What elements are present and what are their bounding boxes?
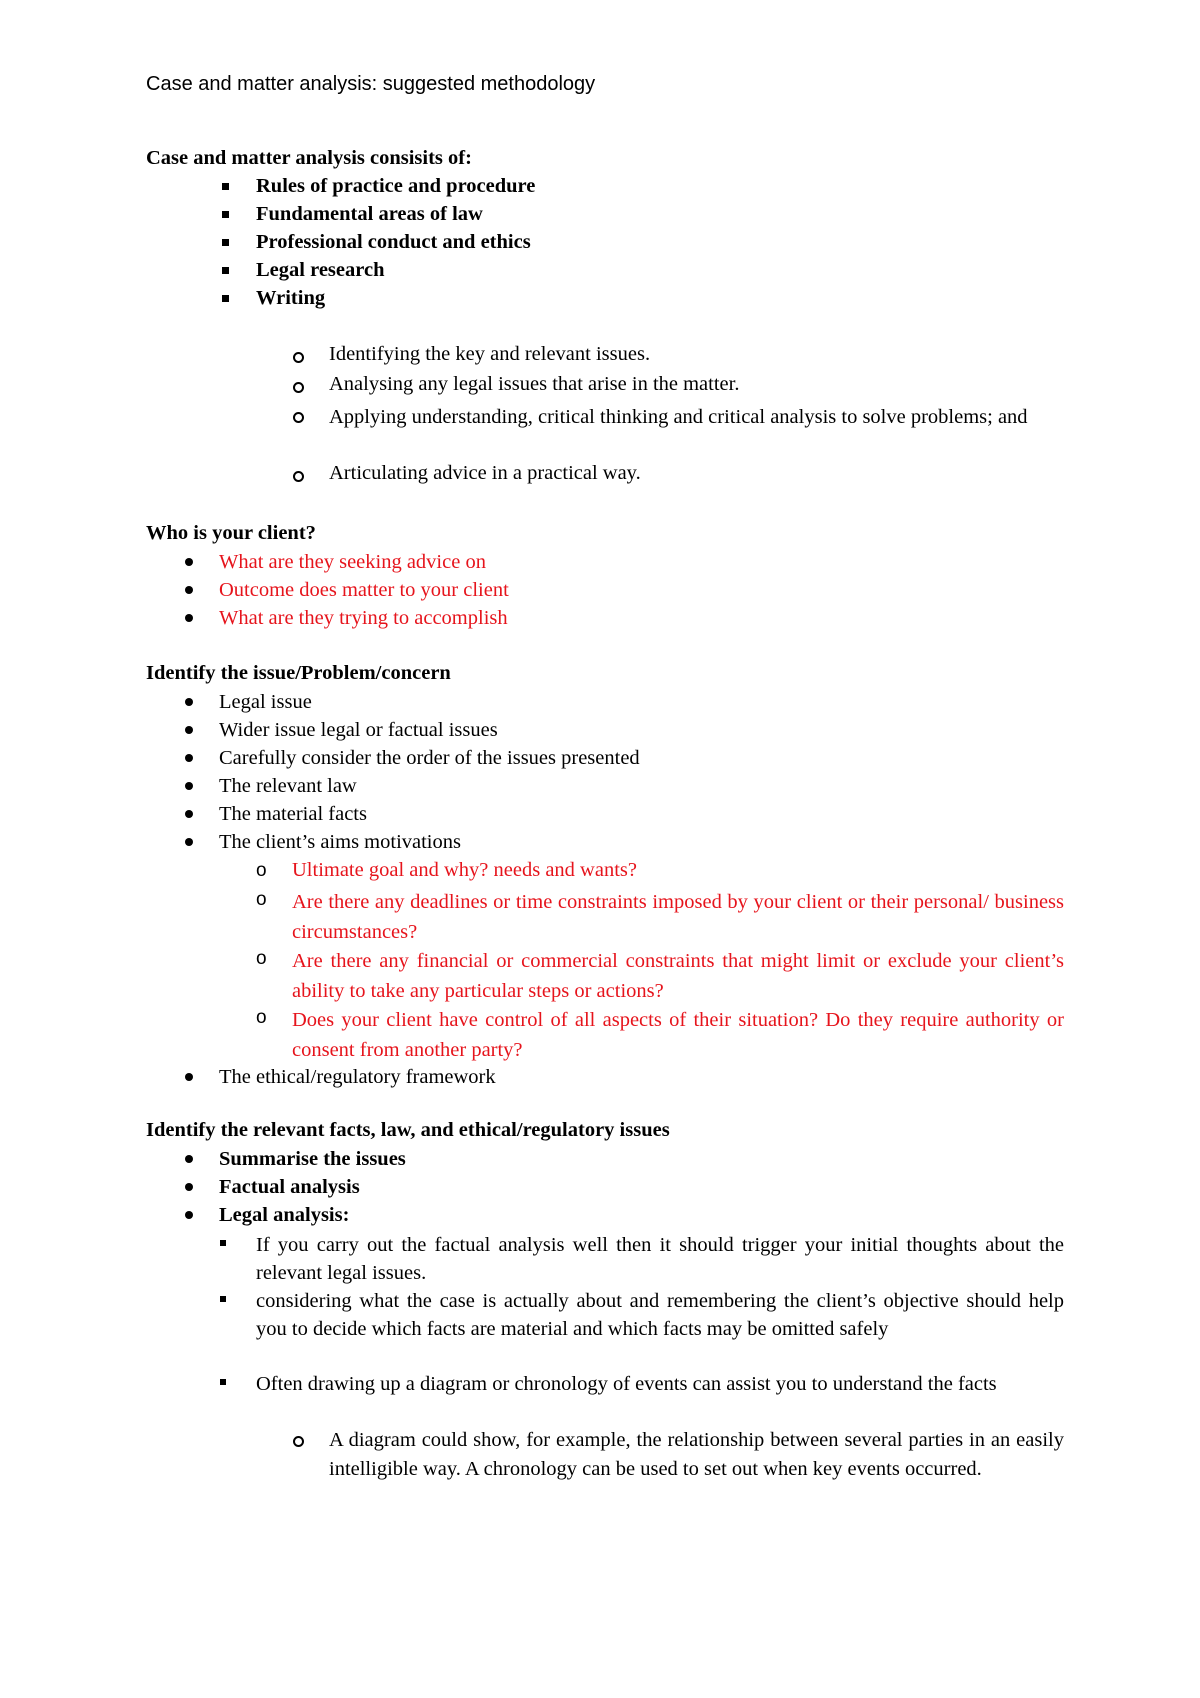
hollow-bullet-icon xyxy=(293,412,304,423)
bullet-dot-icon xyxy=(185,1073,193,1081)
issue-item: The client’s aims motivations xyxy=(219,831,461,853)
issue-heading: Identify the issue/Problem/concern xyxy=(146,662,451,684)
bullet-dot-icon xyxy=(185,614,193,622)
square-bullet-icon xyxy=(220,1240,226,1246)
bullet-dot-icon xyxy=(185,698,193,706)
aims-subitem: Are there any deadlines or time constraints imposed by your client or their personal/ business circumstances? xyxy=(292,891,1064,943)
bullet-dot-icon xyxy=(185,586,193,594)
bullet-dot-icon xyxy=(185,810,193,818)
hollow-bullet-icon xyxy=(293,382,304,393)
bullet-dot-icon xyxy=(185,558,193,566)
relevant-item: Legal analysis: xyxy=(219,1204,350,1226)
consists-item: Fundamental areas of law xyxy=(256,203,483,225)
issue-item: Wider issue legal or factual issues xyxy=(219,719,498,741)
hollow-bullet-icon xyxy=(293,352,304,363)
client-item: What are they trying to accomplish xyxy=(219,607,508,629)
issue-item: The material facts xyxy=(219,803,367,825)
square-bullet-icon xyxy=(222,183,229,190)
square-bullet-icon xyxy=(222,211,229,218)
square-bullet-icon xyxy=(220,1296,226,1302)
aims-subitem: Ultimate goal and why? needs and wants? xyxy=(292,859,637,881)
outline-o-bullet-icon: o xyxy=(256,860,267,881)
square-bullet-icon xyxy=(222,295,229,302)
hollow-bullet-icon xyxy=(293,1436,304,1447)
legal-subitem: considering what the case is actually about and remembering the client’s objective should help you to decide which facts are material and which facts may be omitted safely xyxy=(256,1290,1064,1340)
relevant-item: Summarise the issues xyxy=(219,1148,406,1170)
relevant-heading: Identify the relevant facts, law, and ethical/regulatory issues xyxy=(146,1119,670,1141)
bullet-dot-icon xyxy=(185,754,193,762)
consists-heading: Case and matter analysis consisits of: xyxy=(146,147,472,169)
skill-item: Articulating advice in a practical way. xyxy=(329,462,641,484)
consists-item: Rules of practice and procedure xyxy=(256,175,536,197)
bullet-dot-icon xyxy=(185,782,193,790)
square-bullet-icon xyxy=(220,1379,226,1385)
skill-item: Applying understanding, critical thinking and critical analysis to solve problems; and xyxy=(329,406,1028,428)
square-bullet-icon xyxy=(222,267,229,274)
issue-item: Legal issue xyxy=(219,691,312,713)
client-item: What are they seeking advice on xyxy=(219,551,486,573)
legal-subitem: If you carry out the factual analysis well then it should trigger your initial thoughts about the relevant legal issues. xyxy=(256,1234,1064,1284)
outline-o-bullet-icon: o xyxy=(256,1007,267,1028)
bullet-dot-icon xyxy=(185,1211,193,1219)
outline-o-bullet-icon: o xyxy=(256,948,267,969)
consists-item: Legal research xyxy=(256,259,385,281)
aims-subitem: Are there any financial or commercial constraints that might limit or exclude your client’s ability to take any particular steps or actions? xyxy=(292,950,1064,1002)
bullet-dot-icon xyxy=(185,726,193,734)
document-title: Case and matter analysis: suggested methodology xyxy=(146,73,596,95)
outline-o-bullet-icon: o xyxy=(256,889,267,910)
consists-item: Writing xyxy=(256,287,326,309)
aims-subitem: Does your client have control of all aspects of their situation? Do they require authority or consent from another party? xyxy=(292,1009,1064,1061)
relevant-item: Factual analysis xyxy=(219,1176,360,1198)
bullet-dot-icon xyxy=(185,1155,193,1163)
diagram-note: A diagram could show, for example, the relationship between several parties in an easily intelligible way. A chronology can be used to set out when key events occurred. xyxy=(329,1429,1064,1480)
bullet-dot-icon xyxy=(185,838,193,846)
bullet-dot-icon xyxy=(185,1183,193,1191)
issue-item: The ethical/regulatory framework xyxy=(219,1066,496,1088)
legal-subitem: Often drawing up a diagram or chronology of events can assist you to understand the facts xyxy=(256,1373,997,1395)
consists-item: Professional conduct and ethics xyxy=(256,231,531,253)
skill-item: Identifying the key and relevant issues. xyxy=(329,343,651,365)
client-heading: Who is your client? xyxy=(146,522,316,544)
issue-item: Carefully consider the order of the issues presented xyxy=(219,747,640,769)
skill-item: Analysing any legal issues that arise in the matter. xyxy=(329,373,740,395)
square-bullet-icon xyxy=(222,239,229,246)
client-item: Outcome does matter to your client xyxy=(219,579,509,601)
hollow-bullet-icon xyxy=(293,471,304,482)
issue-item: The relevant law xyxy=(219,775,357,797)
